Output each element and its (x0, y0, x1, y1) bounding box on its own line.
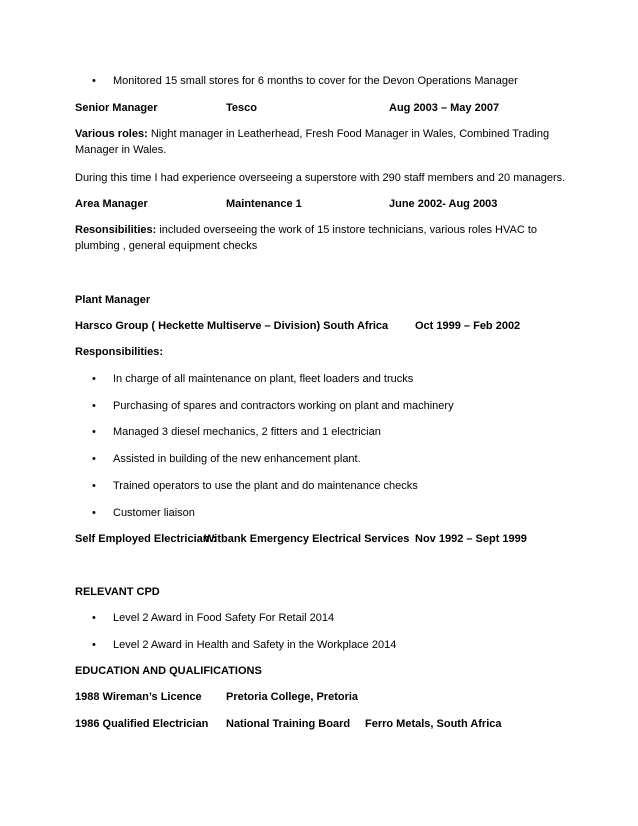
dates-plant-manager: Oct 1999 – Feb 2002 (415, 320, 521, 332)
job-title-area-manager: Area Manager (75, 198, 148, 210)
education-location: Ferro Metals, South Africa (365, 718, 502, 730)
various-roles-text: Night manager in Leatherhead, Fresh Food Manager in Wales, Combined Trading Manager in Wales. (75, 128, 550, 156)
bullet-icon: • (92, 507, 96, 519)
company-maintenance-1: Maintenance 1 (226, 198, 302, 210)
cpd-heading: RELEVANT CPD (75, 586, 160, 598)
education-year-title: 1986 Qualified Electrician (75, 718, 209, 730)
intro-bullet-text: Monitored 15 small stores for 6 months to cover for the Devon Operations Manager (113, 75, 518, 87)
job-title-senior-manager: Senior Manager (75, 102, 158, 114)
job-title-self-employed: Self Employed Electrician : (75, 533, 217, 545)
list-item: Assisted in building of the new enhancement plant. (113, 453, 361, 465)
company-tesco: Tesco (226, 102, 257, 114)
list-item: Trained operators to use the plant and do maintenance checks (113, 480, 418, 492)
dates-area-manager: June 2002- Aug 2003 (389, 198, 498, 210)
list-item: Level 2 Award in Health and Safety in the Workplace 2014 (113, 639, 397, 651)
bullet-icon: • (92, 453, 96, 465)
list-item: Customer liaison (113, 507, 195, 519)
education-heading: EDUCATION AND QUALIFICATIONS (75, 665, 262, 677)
education-institution: National Training Board (226, 718, 351, 730)
list-item: Level 2 Award in Food Safety For Retail 2014 (113, 612, 335, 624)
education-year-title: 1988 Wireman’s Licence (75, 691, 202, 703)
dates-self-employed: Nov 1992 – Sept 1999 (415, 533, 527, 545)
education-institution: Pretoria College, Pretoria (226, 691, 359, 703)
various-roles-label: Various roles: (75, 128, 148, 140)
bullet-icon: • (92, 75, 96, 87)
list-item: Managed 3 diesel mechanics, 2 fitters and 1 electrician (113, 426, 381, 438)
list-item: Purchasing of spares and contractors working on plant and machinery (113, 400, 454, 412)
job-title-plant-manager: Plant Manager (75, 294, 151, 306)
company-harsco: Harsco Group ( Heckette Multiserve – Division) South Africa (75, 320, 389, 332)
bullet-icon: • (92, 480, 96, 492)
bullet-icon: • (92, 612, 96, 624)
bullet-icon: • (92, 400, 96, 412)
responsibilities-label: Resonsibilities: (75, 224, 157, 236)
dates-senior-manager: Aug 2003 – May 2007 (389, 102, 500, 114)
responsibilities-paragraph (75, 222, 565, 254)
company-witbank: Witbank Emergency Electrical Services (204, 533, 410, 545)
experience-text: During this time I had experience overseeing a superstore with 290 staff members and 20 managers. (75, 172, 566, 184)
bullet-icon: • (92, 426, 96, 438)
various-roles-paragraph (75, 126, 565, 158)
responsibilities-text: included overseeing the work of 15 instore technicians, various roles HVAC to plumbing , general equipment checks (75, 224, 538, 252)
responsibilities-heading: Responsibilities: (75, 346, 164, 358)
bullet-icon: • (92, 373, 96, 385)
list-item: In charge of all maintenance on plant, fleet loaders and trucks (113, 373, 414, 385)
bullet-icon: • (92, 639, 96, 651)
